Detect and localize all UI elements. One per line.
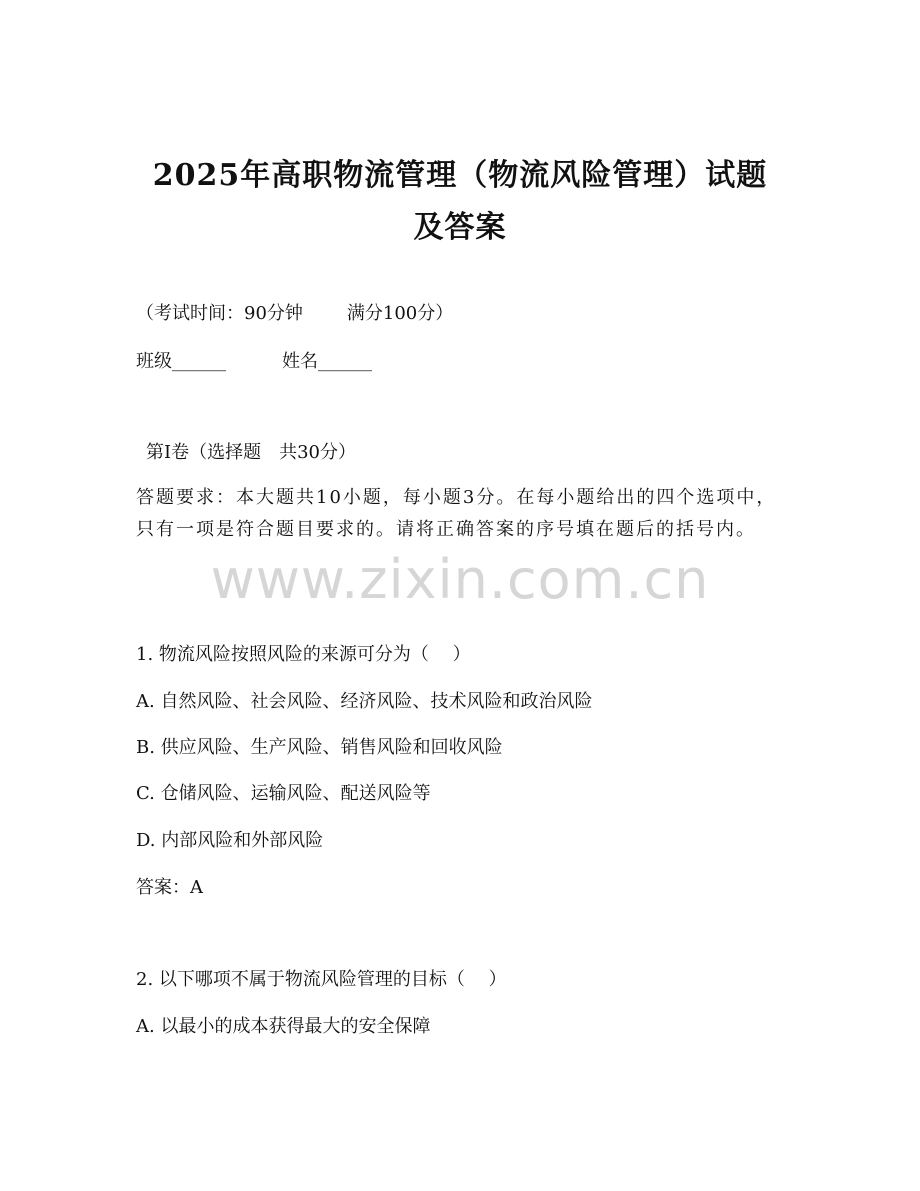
question-1-answer: 答案：A: [136, 877, 203, 898]
exam-time: （考试时间：90分钟: [136, 303, 303, 324]
document-title: [80, 150, 840, 254]
instructions: 答题要求：本大题共10小题，每小题3分。在每小题给出的四个选项中，只有一项是符合题目要求的。请将正确答案的序号填在题后的括号内。: [136, 487, 777, 540]
question-2-stem: 2. 以下哪项不属于物流风险管理的目标（ ）: [136, 969, 507, 990]
title-line-1: 2025年高职物流管理（物流风险管理）试题: [152, 158, 768, 193]
name-field: 姓名______: [282, 351, 372, 372]
question-1-stem: 1. 物流风险按照风险的来源可分为（ ）: [136, 644, 471, 665]
question-1-option-c: C. 仓储风险、运输风险、配送风险等: [136, 783, 431, 804]
question-1-option-b: B. 供应风险、生产风险、销售风险和回收风险: [136, 737, 503, 758]
class-field: 班级______: [136, 351, 226, 372]
student-info: [136, 350, 372, 374]
question-2-option-a: A. 以最小的成本获得最大的安全保障: [136, 1016, 431, 1037]
section-title: 第Ⅰ卷（选择题 共30分）: [146, 442, 357, 463]
watermark: www.zixin.com.cn: [210, 548, 710, 611]
title-line-2: 及答案: [413, 210, 507, 245]
full-score: 满分100分）: [346, 303, 454, 324]
exam-info: [136, 302, 453, 326]
question-1-option-d: D. 内部风险和外部风险: [136, 830, 324, 851]
question-1-option-a: A. 自然风险、社会风险、经济风险、技术风险和政治风险: [136, 691, 593, 712]
